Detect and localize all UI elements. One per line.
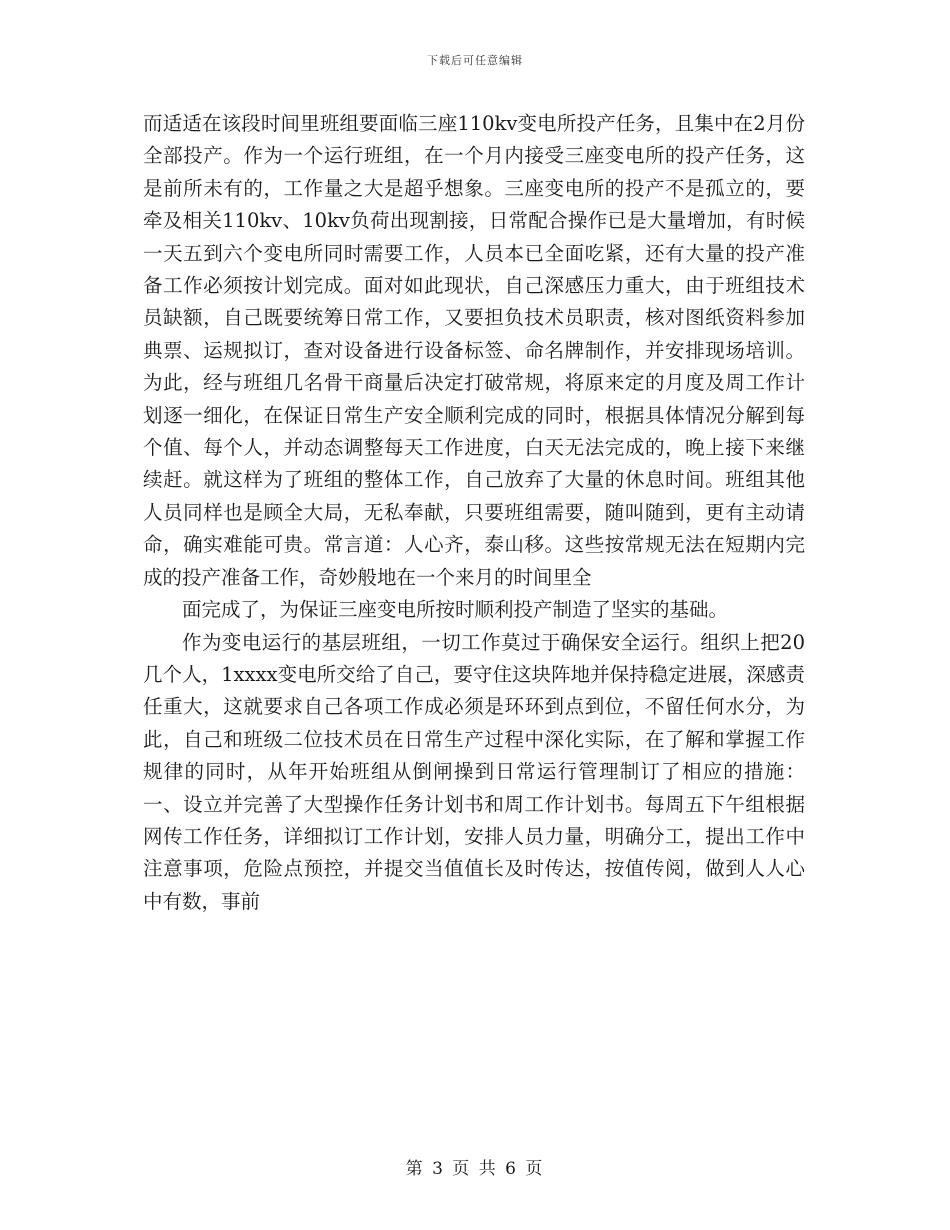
paragraph-2: 面完成了，为保证三座变电所按时顺利投产制造了坚实的基础。: [182, 598, 729, 622]
page-header: 下载后可任意编辑: [427, 54, 523, 67]
page-number: 第 3 页 共 6 页: [405, 1159, 545, 1179]
paragraph-3: 作为变电运行的基层班组，一切工作莫过于确保安全运行。组织上把20几个人，1xxxx变电所交给了自己，要守住这块阵地并保持稳定进展，深感责任重大，这就要求自己各项工作成必须是环环到点到位，不留任何水分，为此，自己和班级二位技术员在日常生产过程中深化实际，在了解和掌握工作规律的同时，从年开始班组从倒闸操到日常运行管理制订了相应的措施：一、设立并完善了大型操作任务计划书和周工作计划书。每周五下午组根据网传工作任务，详细拟订工作计划，安排人员力量，明确分工，提出工作中注意事项，危险点预控，并提交当值值长及时传达，按值传阅，做到人人心中有数，事前: [143, 630, 805, 913]
document-body: [143, 108, 805, 918]
paragraph-1: 而适适在该段时间里班组要面临三座110kv变电所投产任务，且集中在2月份全部投产。作为一个运行班组，在一个月内接受三座变电所的投产任务，这是前所未有的，工作量之大是超乎想象。三座变电所的投产不是孤立的，要牵及相关110kv、10kv负荷出现割接，日常配合操作已是大量增加，有时候一天五到六个变电所同时需要工作，人员本已全面吃紧，还有大量的投产准备工作必须按计划完成。面对如此现状，自己深感压力重大，由于班组技术员缺额，自己既要统筹日常工作，又要担负技术员职责，核对图纸资料参加典票、运规拟订，查对设备进行设备标签、命名牌制作，并安排现场培训。为此，经与班组几名骨干商量后决定打破常规，将原来定的月度及周工作计划逐一细化，在保证日常生产安全顺利完成的同时，根据具体情况分解到每个值、每个人，并动态调整每天工作进度，白天无法完成的，晚上接下来继续赶。就这样为了班组的整体工作，自己放弃了大量的休息时间。班组其他人员同样也是顾全大局，无私奉献，只要班组需要，随叫随到，更有主动请命，确实难能可贵。常言道：人心齐，泰山移。这些按常规无法在短期内完成的投产准备工作，奇妙般地在一个来月的时间里全: [143, 112, 805, 589]
